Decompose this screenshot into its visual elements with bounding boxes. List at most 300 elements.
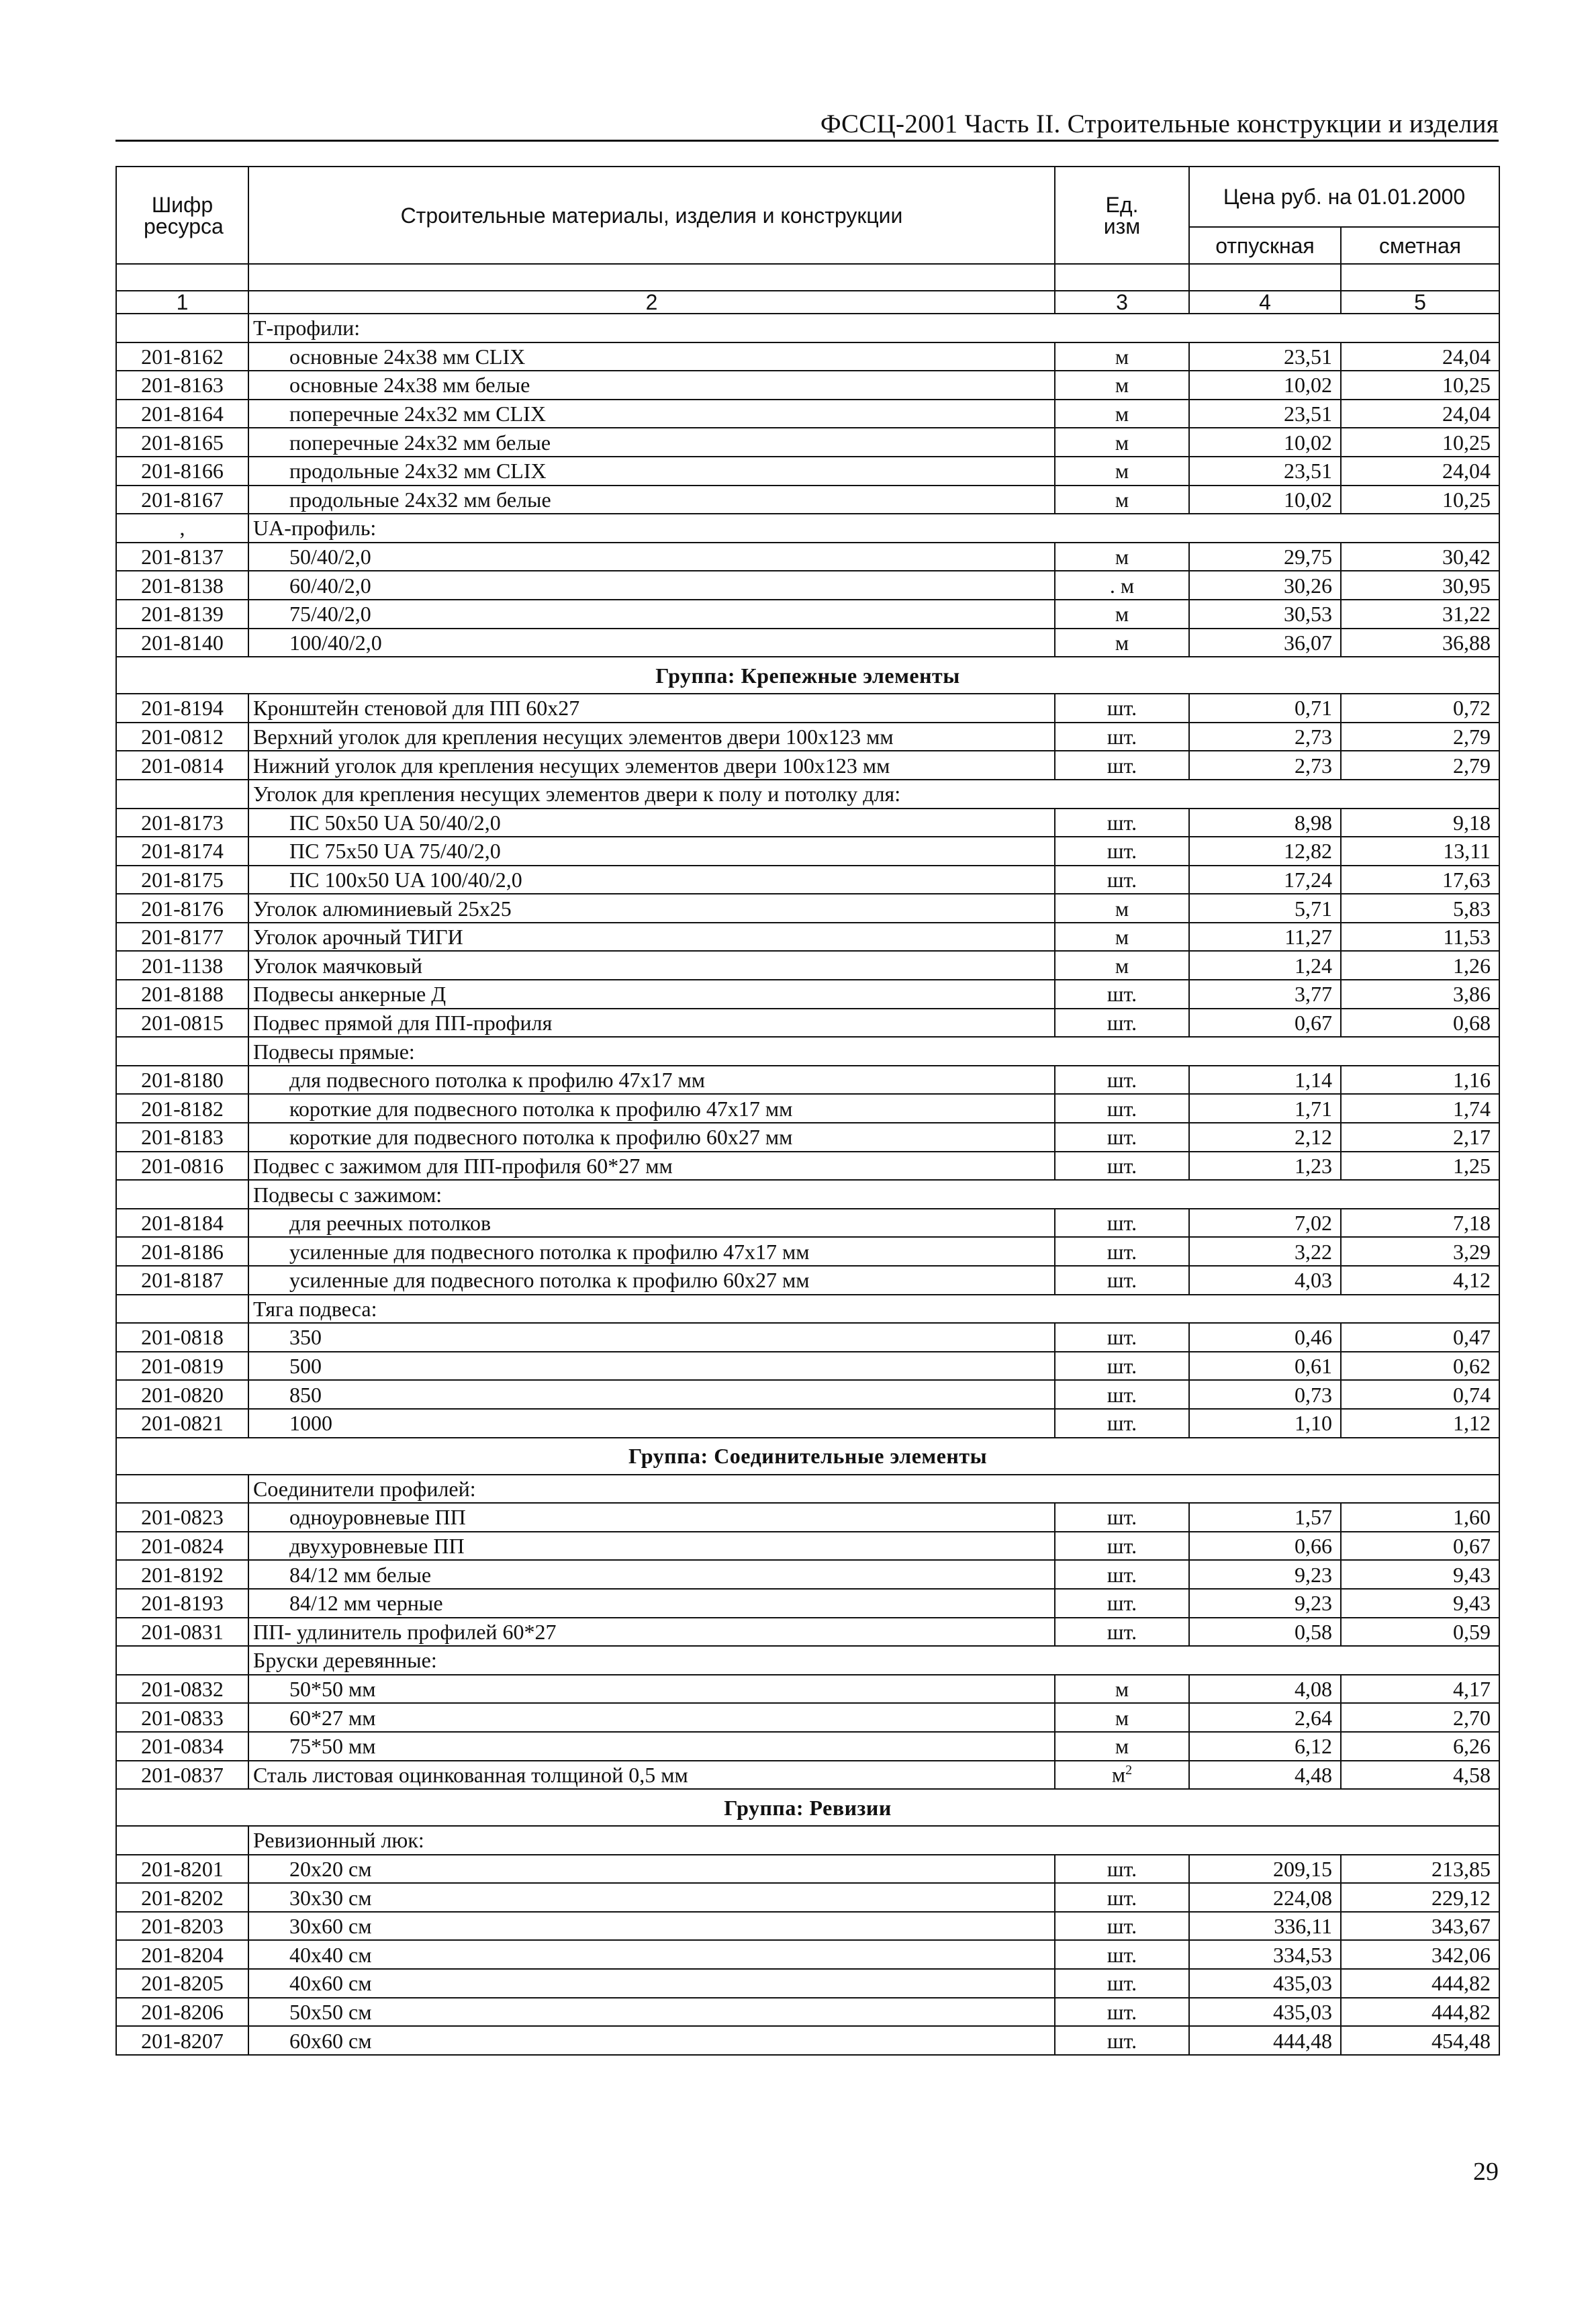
subheading-mark <box>116 780 248 809</box>
resource-code-cell: 201-0814 <box>116 751 248 780</box>
resource-code-cell: 201-8204 <box>116 1940 248 1969</box>
table-row <box>116 1352 1499 1381</box>
release-price-cell: 209,15 <box>1189 1855 1341 1884</box>
table-row <box>116 1066 1499 1095</box>
material-name-cell: 40х60 см <box>248 1969 1055 1998</box>
resource-code-cell: 201-8183 <box>116 1123 248 1152</box>
material-name-cell: 500 <box>248 1352 1055 1381</box>
estimate-price-cell: 342,06 <box>1341 1940 1499 1969</box>
unit-text: м <box>1111 1763 1126 1788</box>
unit-cell: шт. <box>1055 1323 1189 1352</box>
table-row <box>116 486 1499 514</box>
material-name-cell: 60*27 мм <box>248 1703 1055 1732</box>
unit-cell: шт. <box>1055 1560 1189 1589</box>
table-row <box>116 751 1499 780</box>
table-row <box>116 2026 1499 2055</box>
subheading-row <box>116 780 1499 809</box>
resource-code-cell: 201-0837 <box>116 1761 248 1790</box>
col-header-unit: Ед. изм <box>1055 167 1189 264</box>
material-name-cell: 75*50 мм <box>248 1732 1055 1761</box>
group-heading: Группа: Крепежные элементы <box>116 657 1499 694</box>
release-price-cell: 1,23 <box>1189 1152 1341 1181</box>
page-number: 29 <box>1473 2158 1499 2186</box>
resource-code-cell: 201-8206 <box>116 1998 248 2027</box>
material-name-cell: Сталь листовая оцинкованная толщиной 0,5 мм <box>248 1761 1055 1790</box>
unit-cell: м <box>1055 543 1189 571</box>
material-name-cell: ПС 50х50 UA 50/40/2,0 <box>248 809 1055 837</box>
table-row <box>116 1940 1499 1969</box>
resource-code-cell: 201-0834 <box>116 1732 248 1761</box>
estimate-price-cell: 9,43 <box>1341 1560 1499 1589</box>
material-name-cell: короткие для подвесного потолка к профилю 47х17 мм <box>248 1094 1055 1123</box>
subheading-row <box>116 514 1499 543</box>
material-name-cell: усиленные для подвесного потолка к профилю 60х27 мм <box>248 1266 1055 1295</box>
table-row <box>116 723 1499 751</box>
col-header-release-price: отпускная <box>1189 227 1341 264</box>
release-price-cell: 10,02 <box>1189 486 1341 514</box>
table-row <box>116 866 1499 894</box>
estimate-price-cell: 4,12 <box>1341 1266 1499 1295</box>
resource-code-cell: 201-0823 <box>116 1503 248 1532</box>
estimate-price-cell: 2,70 <box>1341 1703 1499 1732</box>
estimate-price-cell: 343,67 <box>1341 1912 1499 1941</box>
release-price-cell: 10,02 <box>1189 371 1341 400</box>
header-rule <box>115 140 1499 142</box>
material-name-cell: 1000 <box>248 1409 1055 1438</box>
material-name-cell: Кронштейн стеновой для ПП 60х27 <box>248 694 1055 723</box>
col-header-price-group: Цена руб. на 01.01.2000 <box>1189 167 1499 227</box>
material-name-cell: ПС 100х50 UA 100/40/2,0 <box>248 866 1055 894</box>
unit-cell: шт. <box>1055 1589 1189 1618</box>
estimate-price-cell: 24,04 <box>1341 400 1499 428</box>
table-row <box>116 1912 1499 1941</box>
unit-cell: шт. <box>1055 1969 1189 1998</box>
estimate-price-cell: 444,82 <box>1341 1969 1499 1998</box>
unit-cell: шт. <box>1055 1094 1189 1123</box>
unit-cell: м <box>1055 428 1189 457</box>
table-row <box>116 1703 1499 1732</box>
subheading-row <box>116 1037 1499 1066</box>
resource-code-cell: 201-8193 <box>116 1589 248 1618</box>
resource-code-cell: 201-8187 <box>116 1266 248 1295</box>
header-spacer-row <box>116 264 1499 291</box>
material-name-cell: основные 24х38 мм белые <box>248 371 1055 400</box>
material-name-cell: Уголок арочный ТИГИ <box>248 923 1055 952</box>
table-row <box>116 809 1499 837</box>
col-number: 3 <box>1055 291 1189 314</box>
unit-cell: м <box>1055 629 1189 657</box>
estimate-price-cell: 7,18 <box>1341 1209 1499 1238</box>
resource-code-cell: 201-0831 <box>116 1618 248 1647</box>
subheading-row <box>116 314 1499 342</box>
table-row <box>116 1761 1499 1790</box>
table-row <box>116 1503 1499 1532</box>
material-name-cell: для подвесного потолка к профилю 47х17 мм <box>248 1066 1055 1095</box>
estimate-price-cell: 2,17 <box>1341 1123 1499 1152</box>
table-row <box>116 1209 1499 1238</box>
unit-cell: шт. <box>1055 2026 1189 2055</box>
resource-code-cell: 201-8186 <box>116 1237 248 1266</box>
material-name-cell: поперечные 24х32 мм белые <box>248 428 1055 457</box>
release-price-cell: 1,14 <box>1189 1066 1341 1095</box>
col-number: 1 <box>116 291 248 314</box>
release-price-cell: 336,11 <box>1189 1912 1341 1941</box>
material-name-cell: 60х60 см <box>248 2026 1055 2055</box>
subheading-row <box>116 1295 1499 1324</box>
estimate-price-cell: 9,18 <box>1341 809 1499 837</box>
estimate-price-cell: 1,60 <box>1341 1503 1499 1532</box>
col-number: 2 <box>248 291 1055 314</box>
table-row <box>116 1732 1499 1761</box>
estimate-price-cell: 1,25 <box>1341 1152 1499 1181</box>
material-name-cell: продольные 24х32 мм белые <box>248 486 1055 514</box>
estimate-price-cell: 31,22 <box>1341 600 1499 629</box>
resource-code-cell: 201-1138 <box>116 951 248 980</box>
material-name-cell: продольные 24х32 мм CLIX <box>248 457 1055 486</box>
estimate-price-cell: 1,74 <box>1341 1094 1499 1123</box>
col-header-name: Строительные материалы, изделия и конструкции <box>248 167 1055 264</box>
col-header-code: Шифр ресурса <box>116 167 248 264</box>
unit-cell: м <box>1055 486 1189 514</box>
table-row <box>116 1560 1499 1589</box>
release-price-cell: 0,66 <box>1189 1532 1341 1561</box>
subheading-row <box>116 1826 1499 1855</box>
release-price-cell: 36,07 <box>1189 629 1341 657</box>
material-name-cell: 100/40/2,0 <box>248 629 1055 657</box>
unit-cell: шт. <box>1055 1209 1189 1238</box>
unit-cell: м <box>1055 342 1189 371</box>
table-row <box>116 371 1499 400</box>
table-row <box>116 1094 1499 1123</box>
resource-code-cell: 201-0820 <box>116 1380 248 1409</box>
estimate-price-cell: 10,25 <box>1341 371 1499 400</box>
resource-code-cell: 201-8203 <box>116 1912 248 1941</box>
material-name-cell: короткие для подвесного потолка к профилю 60х27 мм <box>248 1123 1055 1152</box>
release-price-cell: 23,51 <box>1189 400 1341 428</box>
unit-cell: шт. <box>1055 1066 1189 1095</box>
material-name-cell: усиленные для подвесного потолка к профилю 47х17 мм <box>248 1237 1055 1266</box>
release-price-cell: 4,48 <box>1189 1761 1341 1790</box>
unit-cell: м <box>1055 371 1189 400</box>
release-price-cell: 23,51 <box>1189 342 1341 371</box>
unit-cell: шт. <box>1055 1998 1189 2027</box>
release-price-cell: 3,22 <box>1189 1237 1341 1266</box>
subheading-row <box>116 1475 1499 1504</box>
unit-cell <box>1055 1761 1189 1790</box>
resource-code-cell: 201-8165 <box>116 428 248 457</box>
unit-cell: м <box>1055 457 1189 486</box>
table-row <box>116 1380 1499 1409</box>
table-row <box>116 543 1499 571</box>
unit-cell: шт. <box>1055 837 1189 866</box>
material-name-cell: 50/40/2,0 <box>248 543 1055 571</box>
material-name-cell: 50*50 мм <box>248 1675 1055 1704</box>
release-price-cell: 2,64 <box>1189 1703 1341 1732</box>
estimate-price-cell: 17,63 <box>1341 866 1499 894</box>
table-row <box>116 923 1499 952</box>
unit-cell: м <box>1055 894 1189 923</box>
unit-cell: шт. <box>1055 1503 1189 1532</box>
table-row <box>116 894 1499 923</box>
unit-cell: шт. <box>1055 1618 1189 1647</box>
release-price-cell: 435,03 <box>1189 1998 1341 2027</box>
table-row <box>116 629 1499 657</box>
table-row <box>116 951 1499 980</box>
resource-code-cell: 201-8138 <box>116 571 248 600</box>
table-row <box>116 1266 1499 1295</box>
release-price-cell: 11,27 <box>1189 923 1341 952</box>
table-row <box>116 1323 1499 1352</box>
unit-cell: м <box>1055 1732 1189 1761</box>
resource-code-cell: 201-8140 <box>116 629 248 657</box>
resource-code-cell: 201-8164 <box>116 400 248 428</box>
unit-cell: шт. <box>1055 1855 1189 1884</box>
estimate-price-cell: 2,79 <box>1341 751 1499 780</box>
release-price-cell: 12,82 <box>1189 837 1341 866</box>
material-name-cell: двухуровневые ПП <box>248 1532 1055 1561</box>
unit-cell: . м <box>1055 571 1189 600</box>
estimate-price-cell: 3,29 <box>1341 1237 1499 1266</box>
material-name-cell: 60/40/2,0 <box>248 571 1055 600</box>
unit-cell: шт. <box>1055 1352 1189 1381</box>
release-price-cell: 0,71 <box>1189 694 1341 723</box>
unit-cell: м <box>1055 923 1189 952</box>
subheading: Т-профили: <box>248 314 1499 342</box>
resource-code-cell: 201-8207 <box>116 2026 248 2055</box>
unit-cell: м <box>1055 1675 1189 1704</box>
material-name-cell: Уголок алюминиевый 25х25 <box>248 894 1055 923</box>
release-price-cell: 0,46 <box>1189 1323 1341 1352</box>
estimate-price-cell: 213,85 <box>1341 1855 1499 1884</box>
material-name-cell: 30х30 см <box>248 1883 1055 1912</box>
material-name-cell: основные 24х38 мм CLIX <box>248 342 1055 371</box>
estimate-price-cell: 24,04 <box>1341 342 1499 371</box>
release-price-cell: 5,71 <box>1189 894 1341 923</box>
estimate-price-cell: 9,43 <box>1341 1589 1499 1618</box>
group-heading-row <box>116 1789 1499 1826</box>
release-price-cell: 1,10 <box>1189 1409 1341 1438</box>
table-row <box>116 694 1499 723</box>
estimate-price-cell: 1,12 <box>1341 1409 1499 1438</box>
subheading-row <box>116 1646 1499 1675</box>
release-price-cell: 1,57 <box>1189 1503 1341 1532</box>
material-name-cell: Подвес с зажимом для ПП-профиля 60*27 мм <box>248 1152 1055 1181</box>
estimate-price-cell: 0,74 <box>1341 1380 1499 1409</box>
unit-cell: шт. <box>1055 1883 1189 1912</box>
resource-code-cell: 201-8163 <box>116 371 248 400</box>
material-name-cell: поперечные 24х32 мм CLIX <box>248 400 1055 428</box>
col-header-estimate-price: сметная <box>1341 227 1499 264</box>
table-row <box>116 1883 1499 1912</box>
material-name-cell: 84/12 мм черные <box>248 1589 1055 1618</box>
resource-code-cell: 201-0833 <box>116 1703 248 1732</box>
resource-code-cell: 201-8202 <box>116 1883 248 1912</box>
resource-code-cell: 201-8194 <box>116 694 248 723</box>
release-price-cell: 7,02 <box>1189 1209 1341 1238</box>
material-name-cell: ПП- удлинитель профилей 60*27 <box>248 1618 1055 1647</box>
release-price-cell: 0,58 <box>1189 1618 1341 1647</box>
subheading-mark <box>116 1475 248 1504</box>
unit-cell: шт. <box>1055 1380 1189 1409</box>
running-title: ФССЦ-2001 Часть II. Строительные конструкции и изделия <box>820 109 1499 138</box>
release-price-cell: 334,53 <box>1189 1940 1341 1969</box>
estimate-price-cell: 36,88 <box>1341 629 1499 657</box>
material-name-cell: Уголок маячковый <box>248 951 1055 980</box>
estimate-price-cell: 6,26 <box>1341 1732 1499 1761</box>
group-heading-row <box>116 1438 1499 1475</box>
table-row <box>116 1009 1499 1038</box>
estimate-price-cell: 0,47 <box>1341 1323 1499 1352</box>
material-name-cell: одноуровневые ПП <box>248 1503 1055 1532</box>
resource-code-cell: 201-8176 <box>116 894 248 923</box>
release-price-cell: 444,48 <box>1189 2026 1341 2055</box>
resource-code-cell: 201-8180 <box>116 1066 248 1095</box>
release-price-cell: 0,61 <box>1189 1352 1341 1381</box>
resource-code-cell: 201-8201 <box>116 1855 248 1884</box>
release-price-cell: 30,53 <box>1189 600 1341 629</box>
release-price-cell: 2,12 <box>1189 1123 1341 1152</box>
table-row <box>116 1675 1499 1704</box>
unit-cell: шт. <box>1055 751 1189 780</box>
table-row <box>116 342 1499 371</box>
resource-code-cell: 201-8162 <box>116 342 248 371</box>
table-row <box>116 1532 1499 1561</box>
resource-code-cell: 201-8184 <box>116 1209 248 1238</box>
unit-cell: м <box>1055 400 1189 428</box>
release-price-cell: 30,26 <box>1189 571 1341 600</box>
resource-code-cell: 201-8173 <box>116 809 248 837</box>
subheading-mark <box>116 1646 248 1675</box>
price-table-body <box>116 167 1499 2055</box>
release-price-cell: 1,71 <box>1189 1094 1341 1123</box>
material-name-cell: для реечных потолков <box>248 1209 1055 1238</box>
table-row <box>116 837 1499 866</box>
table-row <box>116 1618 1499 1647</box>
unit-cell: м <box>1055 951 1189 980</box>
table-header-row <box>116 167 1499 227</box>
estimate-price-cell: 454,48 <box>1341 2026 1499 2055</box>
estimate-price-cell: 444,82 <box>1341 1998 1499 2027</box>
table-row <box>116 980 1499 1009</box>
resource-code-cell: 201-0832 <box>116 1675 248 1704</box>
release-price-cell: 435,03 <box>1189 1969 1341 1998</box>
table-row <box>116 1855 1499 1884</box>
estimate-price-cell: 24,04 <box>1341 457 1499 486</box>
table-row <box>116 1998 1499 2027</box>
resource-code-cell: 201-8205 <box>116 1969 248 1998</box>
release-price-cell: 6,12 <box>1189 1732 1341 1761</box>
unit-cell: шт. <box>1055 866 1189 894</box>
resource-code-cell: 201-8188 <box>116 980 248 1009</box>
unit-superscript: 2 <box>1125 1763 1133 1778</box>
estimate-price-cell: 229,12 <box>1341 1883 1499 1912</box>
estimate-price-cell: 13,11 <box>1341 837 1499 866</box>
estimate-price-cell: 0,67 <box>1341 1532 1499 1561</box>
release-price-cell: 17,24 <box>1189 866 1341 894</box>
table-row <box>116 1237 1499 1266</box>
group-heading: Группа: Соединительные элементы <box>116 1438 1499 1475</box>
material-name-cell: 40х40 см <box>248 1940 1055 1969</box>
table-row <box>116 571 1499 600</box>
subheading-mark <box>116 1295 248 1324</box>
unit-cell: шт. <box>1055 1123 1189 1152</box>
material-name-cell: 84/12 мм белые <box>248 1560 1055 1589</box>
estimate-price-cell: 0,59 <box>1341 1618 1499 1647</box>
table-row <box>116 1409 1499 1438</box>
unit-cell: шт. <box>1055 809 1189 837</box>
table-row <box>116 457 1499 486</box>
table-row <box>116 400 1499 428</box>
material-name-cell: 350 <box>248 1323 1055 1352</box>
resource-code-cell: 201-0824 <box>116 1532 248 1561</box>
material-name-cell: Подвес прямой для ПП-профиля <box>248 1009 1055 1038</box>
estimate-price-cell: 10,25 <box>1341 428 1499 457</box>
table-row <box>116 1969 1499 1998</box>
material-name-cell: 20х20 см <box>248 1855 1055 1884</box>
release-price-cell: 4,03 <box>1189 1266 1341 1295</box>
resource-code-cell: 201-8177 <box>116 923 248 952</box>
estimate-price-cell: 1,26 <box>1341 951 1499 980</box>
material-name-cell: 75/40/2,0 <box>248 600 1055 629</box>
estimate-price-cell: 2,79 <box>1341 723 1499 751</box>
unit-cell: шт. <box>1055 980 1189 1009</box>
unit-cell: шт. <box>1055 1912 1189 1941</box>
resource-code-cell: 201-8175 <box>116 866 248 894</box>
estimate-price-cell: 1,16 <box>1341 1066 1499 1095</box>
unit-cell: шт. <box>1055 1152 1189 1181</box>
material-name-cell: Подвесы анкерные Д <box>248 980 1055 1009</box>
release-price-cell: 0,73 <box>1189 1380 1341 1409</box>
estimate-price-cell: 10,25 <box>1341 486 1499 514</box>
resource-code-cell: 201-0818 <box>116 1323 248 1352</box>
release-price-cell: 9,23 <box>1189 1589 1341 1618</box>
release-price-cell: 9,23 <box>1189 1560 1341 1589</box>
unit-cell: м <box>1055 1703 1189 1732</box>
resource-code-cell: 201-8137 <box>116 543 248 571</box>
resource-code-cell: 201-0821 <box>116 1409 248 1438</box>
group-heading: Группа: Ревизии <box>116 1789 1499 1826</box>
material-name-cell: 50х50 см <box>248 1998 1055 2027</box>
estimate-price-cell: 11,53 <box>1341 923 1499 952</box>
release-price-cell: 0,67 <box>1189 1009 1341 1038</box>
price-table <box>115 166 1500 2056</box>
subheading-mark <box>116 1037 248 1066</box>
unit-cell: шт. <box>1055 694 1189 723</box>
subheading: UA-профиль: <box>248 514 1499 543</box>
resource-code-cell: 201-0819 <box>116 1352 248 1381</box>
resource-code-cell: 201-0816 <box>116 1152 248 1181</box>
column-number-row <box>116 291 1499 314</box>
unit-cell: шт. <box>1055 1266 1189 1295</box>
subheading: Бруски деревянные: <box>248 1646 1499 1675</box>
material-name-cell: 850 <box>248 1380 1055 1409</box>
estimate-price-cell: 3,86 <box>1341 980 1499 1009</box>
resource-code-cell: 201-8167 <box>116 486 248 514</box>
unit-cell: м <box>1055 600 1189 629</box>
unit-cell: шт. <box>1055 723 1189 751</box>
table-row <box>116 600 1499 629</box>
resource-code-cell: 201-8182 <box>116 1094 248 1123</box>
estimate-price-cell: 0,72 <box>1341 694 1499 723</box>
table-row <box>116 1152 1499 1181</box>
estimate-price-cell: 30,42 <box>1341 543 1499 571</box>
material-name-cell: Нижний уголок для крепления несущих элементов двери 100х123 мм <box>248 751 1055 780</box>
resource-code-cell: 201-8192 <box>116 1560 248 1589</box>
subheading: Подвесы прямые: <box>248 1037 1499 1066</box>
table-row <box>116 1589 1499 1618</box>
group-heading-row <box>116 657 1499 694</box>
estimate-price-cell: 5,83 <box>1341 894 1499 923</box>
